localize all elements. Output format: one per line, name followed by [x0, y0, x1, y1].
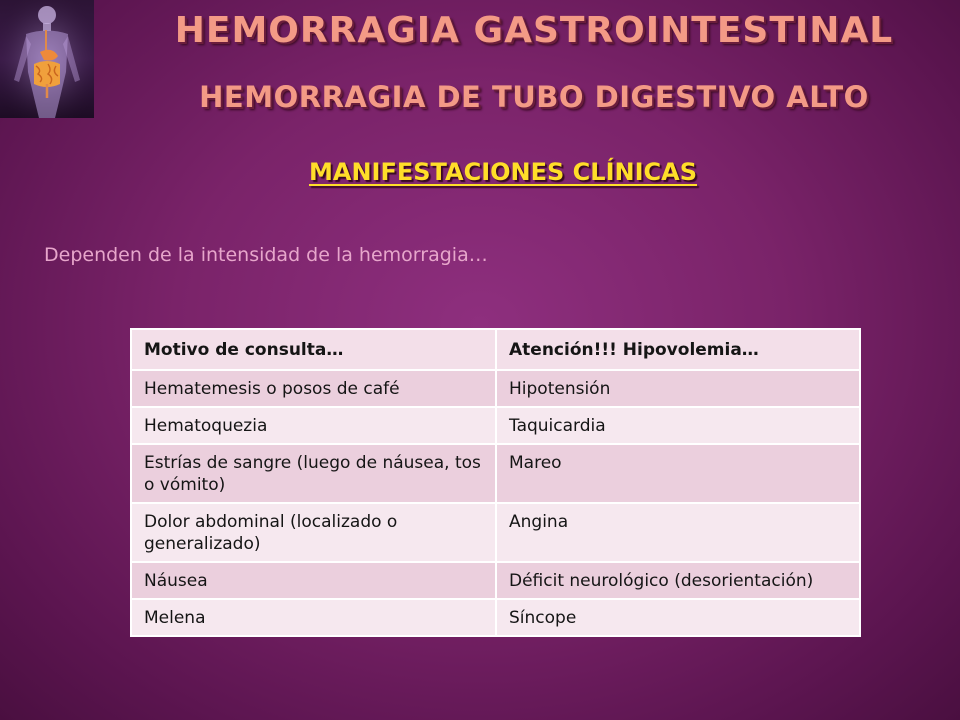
column-header-hipovolemia: Atención!!! Hipovolemia… — [496, 329, 860, 370]
table-cell: Mareo — [496, 444, 860, 503]
table-header-row — [131, 329, 860, 370]
table-row — [131, 599, 860, 636]
page-title: HEMORRAGIA GASTROINTESTINAL — [174, 10, 894, 51]
digestive-system-thumbnail — [0, 0, 94, 118]
clinical-manifestations-table — [130, 328, 861, 637]
table-cell: Hematemesis o posos de café — [131, 370, 496, 407]
section-title: MANIFESTACIONES CLÍNICAS — [308, 158, 698, 186]
table-row — [131, 562, 860, 599]
table-cell: Taquicardia — [496, 407, 860, 444]
table-cell: Náusea — [131, 562, 496, 599]
table-cell: Melena — [131, 599, 496, 636]
page-subtitle: HEMORRAGIA DE TUBO DIGESTIVO ALTO — [199, 80, 869, 114]
intro-text: Dependen de la intensidad de la hemorragia… — [44, 244, 488, 266]
table-cell: Síncope — [496, 599, 860, 636]
table-cell: Hematoquezia — [131, 407, 496, 444]
column-header-motivo: Motivo de consulta… — [131, 329, 496, 370]
table-cell: Angina — [496, 503, 860, 562]
table-row — [131, 503, 860, 562]
table-cell: Dolor abdominal (localizado o generalizado) — [131, 503, 496, 562]
digestive-system-icon — [0, 0, 94, 118]
table-cell: Déficit neurológico (desorientación) — [496, 562, 860, 599]
table-row — [131, 407, 860, 444]
table-cell: Estrías de sangre (luego de náusea, tos o vómito) — [131, 444, 496, 503]
table-cell: Hipotensión — [496, 370, 860, 407]
table-row — [131, 370, 860, 407]
table-row — [131, 444, 860, 503]
